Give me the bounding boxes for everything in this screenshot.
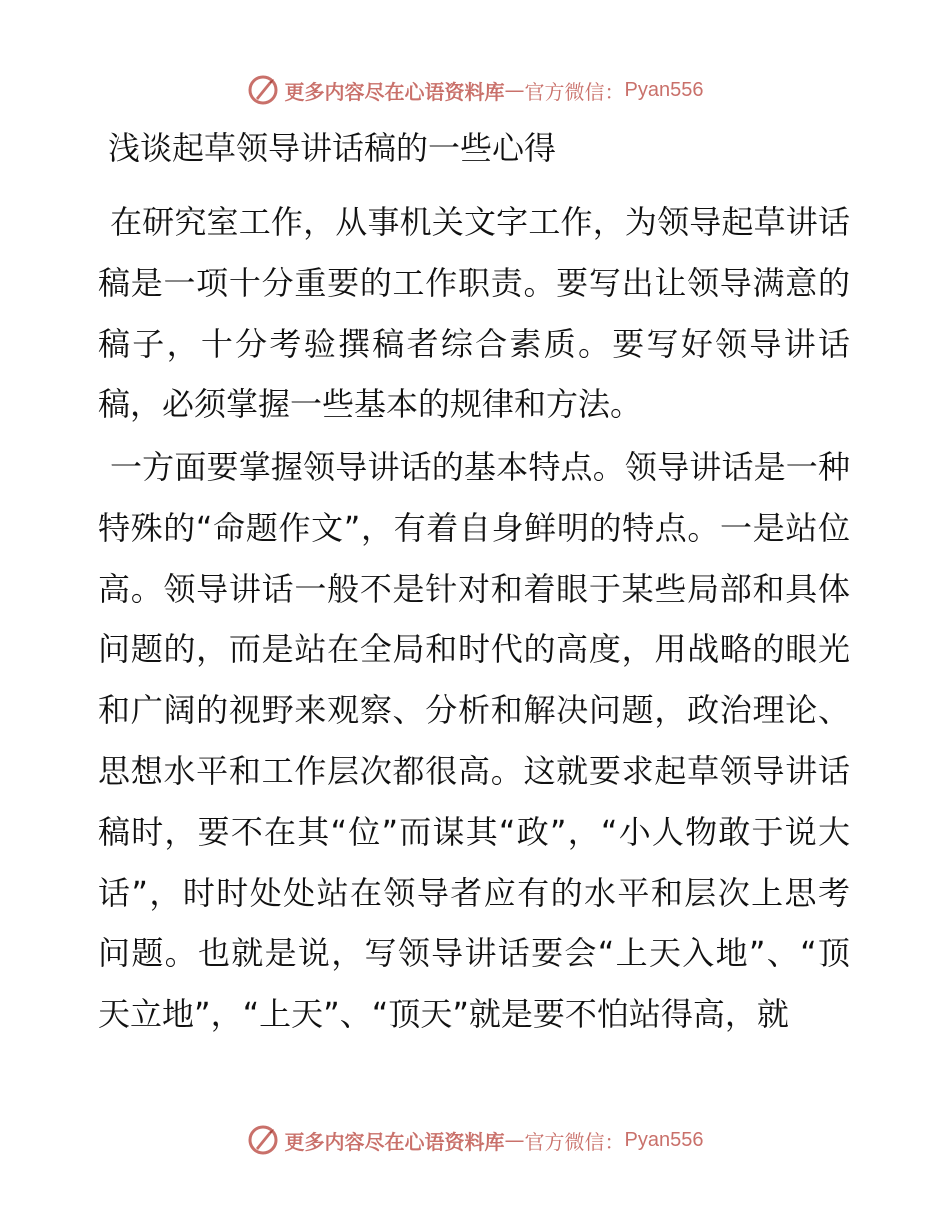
header-banner <box>0 70 950 110</box>
document-title: 浅谈起草领导讲话稿的一些心得 <box>108 129 557 167</box>
paragraph-1 <box>98 192 850 435</box>
banner-wechat-label: 官方微信： <box>524 79 625 104</box>
paragraph-2 <box>98 437 850 1045</box>
paragraph-2-text: 一方面要掌握领导讲话的基本特点。领导讲话是一种特殊的“命题作文”，有着自身鲜明的特点。一是站位高。领导讲话一般不是针对和着眼于某些局部和具体问题的，而是站在全局和时代的高度，用战略的眼光和广阔的视野来观察、分析和解决问题，政治理论、思想水平和工作层次都很高。这就要求起草领导讲话稿时，要不在其“位”而谋其“政”，“小人物敢于说大话”，时时处处站在领导者应有的水平和层次上思考问题。也就是说，写领导讲话要会“上天入地”、“顶天立地”，“上天”、“顶天”就是要不怕站得高，就 <box>98 448 850 1034</box>
footer-wechat-label: 官方微信： <box>524 1129 625 1154</box>
footer-brand-text: 更多内容尽在心语资料库 <box>284 1129 505 1154</box>
footer-wechat-id: Pyan556 <box>624 1128 704 1151</box>
banner-brand-text: 更多内容尽在心语资料库 <box>284 79 505 104</box>
quill-seal-icon <box>247 1124 279 1156</box>
footer-banner <box>0 1120 950 1160</box>
paragraph-1-text: 在研究室工作，从事机关文字工作，为领导起草讲话稿是一项十分重要的工作职责。要写出让领导满意的稿子，十分考验撰稿者综合素质。要写好领导讲话稿，必须掌握一些基本的规律和方法。 <box>98 203 850 424</box>
quill-seal-icon <box>247 74 279 106</box>
banner-wechat-id: Pyan556 <box>624 78 704 101</box>
footer-dash: — <box>504 1128 525 1152</box>
banner-dash: — <box>504 78 525 102</box>
